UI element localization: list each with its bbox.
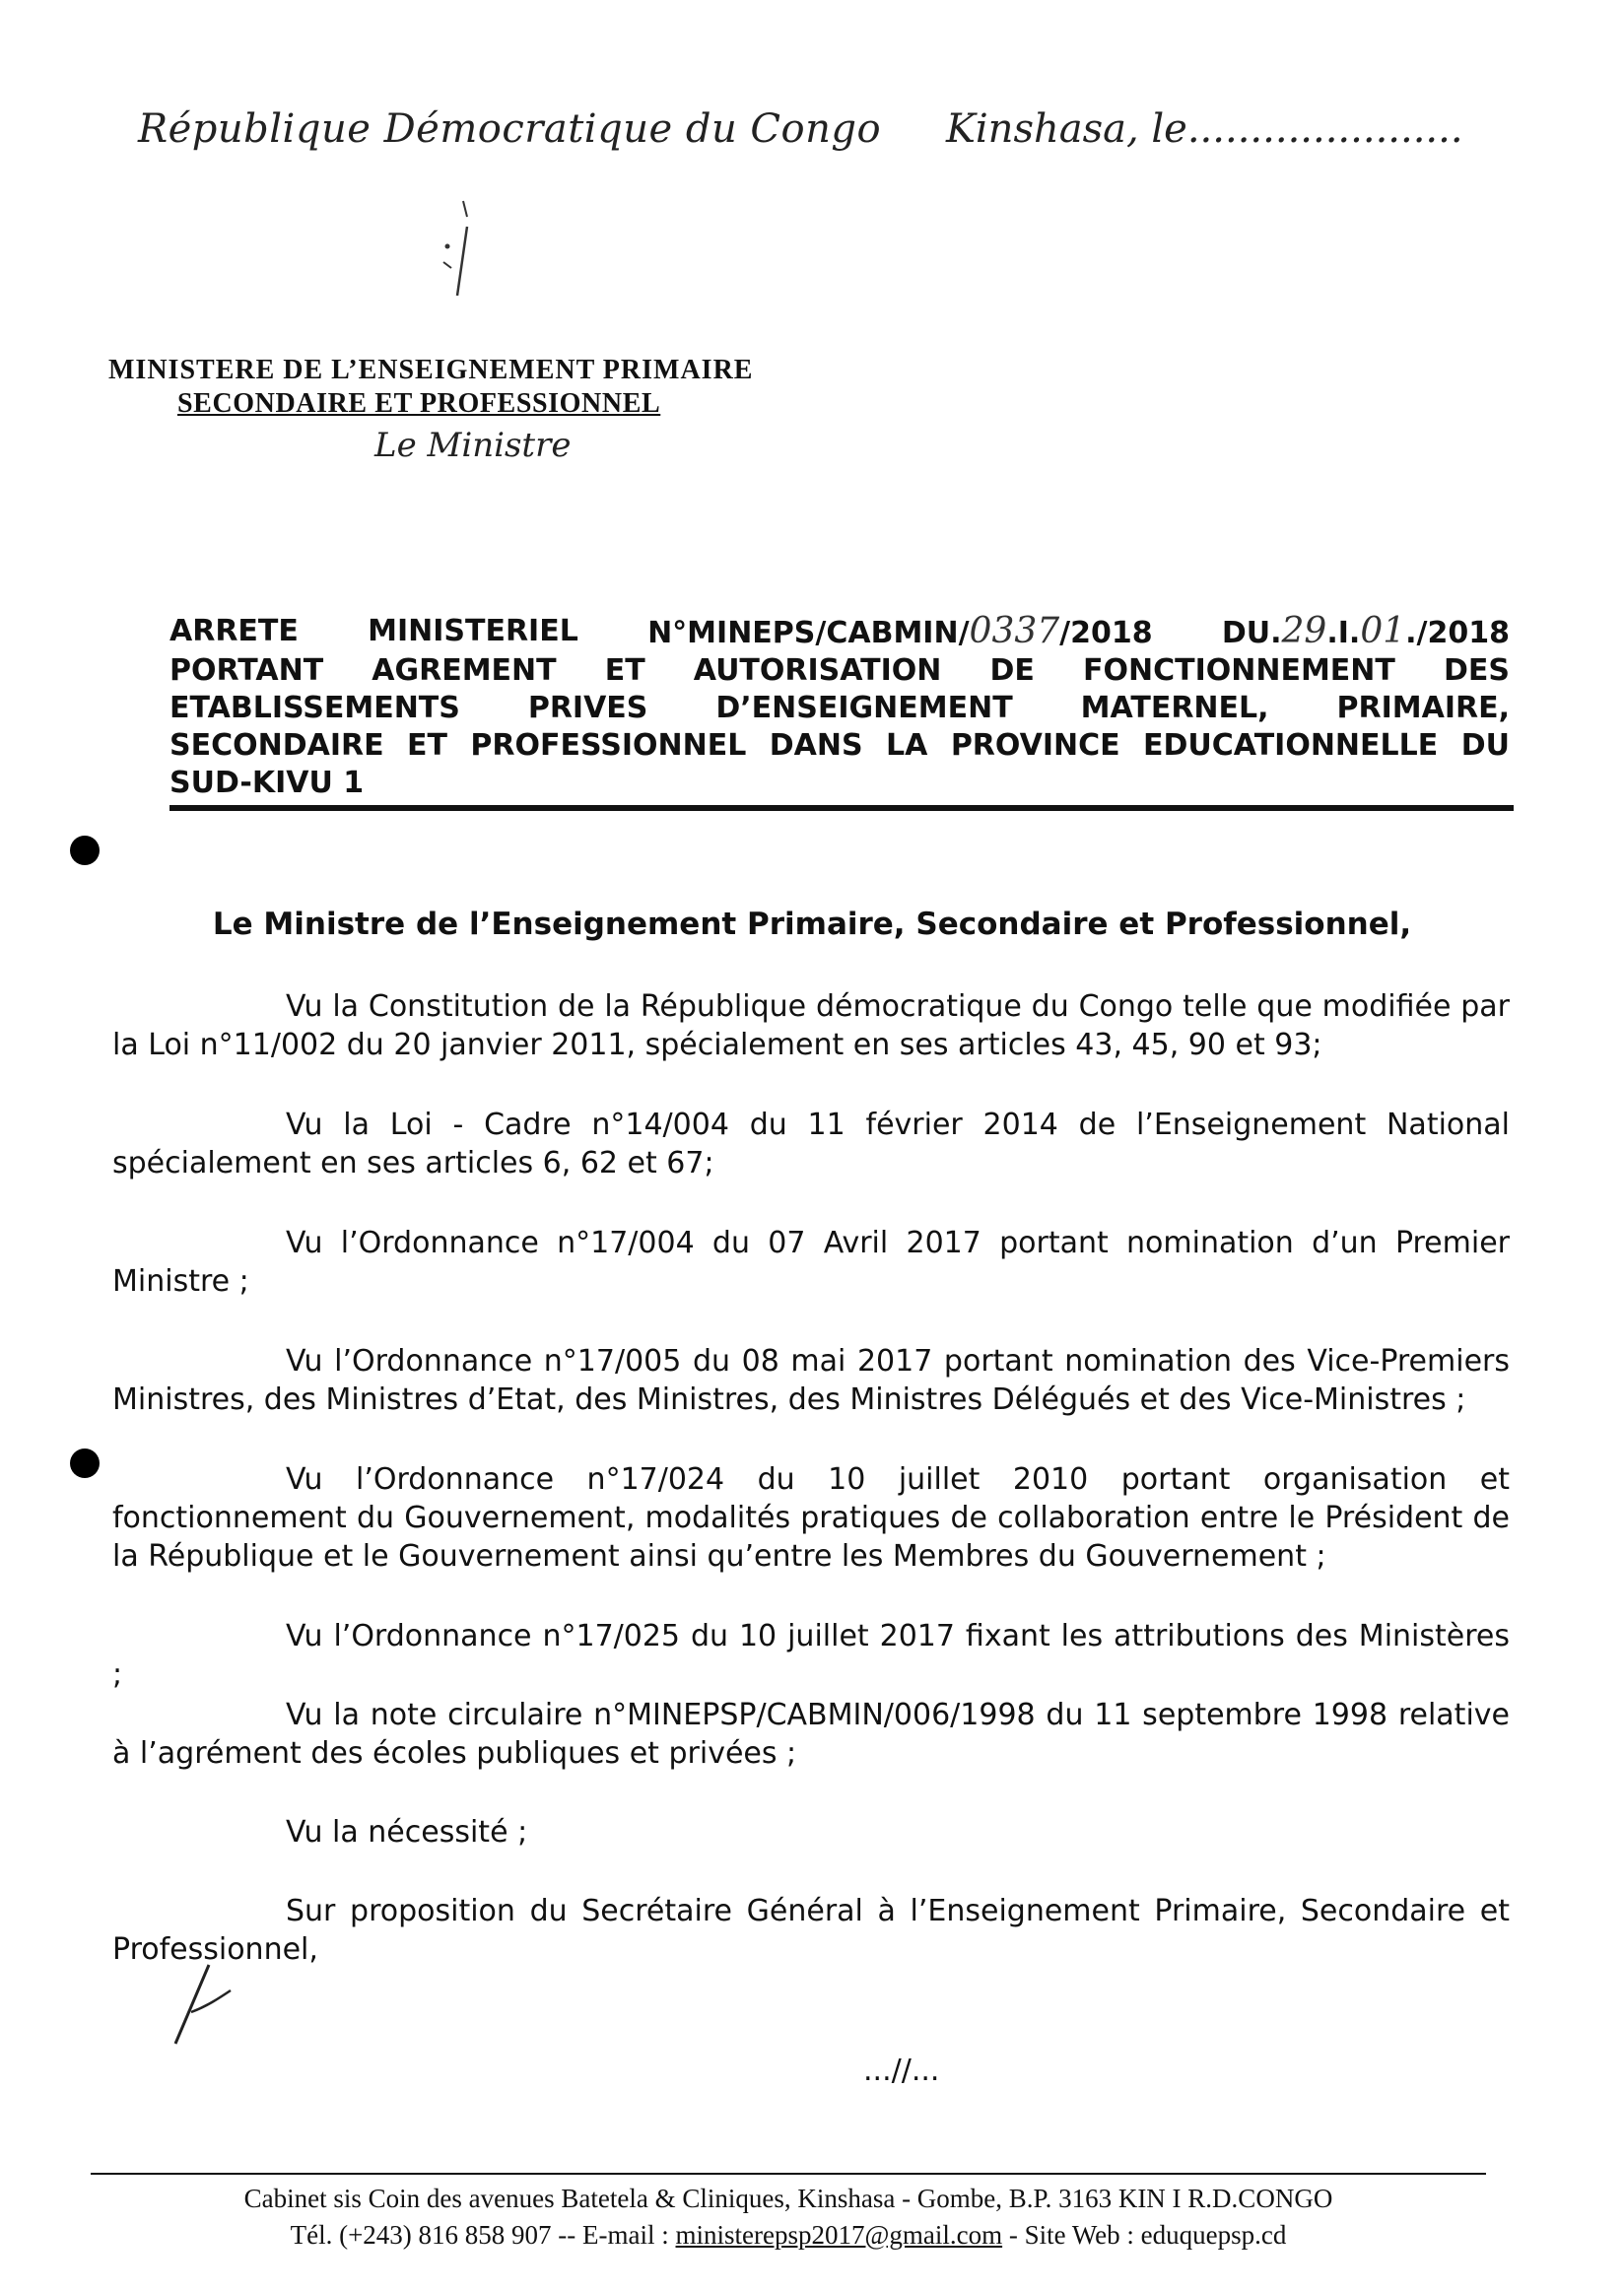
handwritten-day: 29	[1281, 611, 1327, 651]
footer-email: ministerepsp2017@gmail.com	[675, 2220, 1003, 2250]
title-word: ET	[604, 653, 645, 688]
recital-paragraph: Vu l’Ordonnance n°17/004 du 07 Avril 2017 portant nomination d’un Premier Ministre ;	[112, 1226, 1510, 1299]
title-word: FONCTIONNEMENT	[1083, 653, 1395, 688]
handwritten-month: 01	[1360, 611, 1406, 651]
punch-hole-mark	[70, 1449, 100, 1478]
signatory-title: Le Ministre	[374, 426, 572, 465]
handwritten-number: 0337	[969, 611, 1060, 651]
title-row-4	[169, 727, 1510, 765]
title-row-3	[169, 690, 1510, 727]
title-word: PRIMAIRE,	[1336, 691, 1510, 725]
title-word: D’ENSEIGNEMENT	[715, 691, 1013, 725]
handwritten-initial-mark	[168, 1961, 246, 2050]
title-word: EDUCATIONNELLE	[1143, 728, 1439, 763]
title-row-1	[169, 613, 1510, 652]
title-word: DU	[1460, 728, 1510, 763]
recital-paragraph: Vu l’Ordonnance n°17/005 du 08 mai 2017 portant nomination des Vice-Premiers Ministres, des Ministres d’Etat, des Ministres, des Ministres Délégués et des Vice-Ministres ;	[112, 1344, 1510, 1417]
title-word: MINISTERIEL	[368, 614, 578, 648]
title-word: ET	[407, 728, 447, 763]
title-word: LA	[886, 728, 928, 763]
footer-rule	[91, 2173, 1486, 2175]
recital-paragraph: Sur proposition du Secrétaire Général à l’Enseignement Primaire, Secondaire et Professionnel,	[112, 1894, 1510, 1967]
handwritten-tick-mark	[434, 197, 493, 305]
recital-paragraph: Vu la Constitution de la République démocratique du Congo telle que modifiée par la Loi n°11/002 du 20 janvier 2011, spécialement en ses articles 43, 45, 90 et 93;	[112, 989, 1510, 1062]
decree-reference: N°MINEPS/CABMIN/0337/2018	[647, 611, 1153, 651]
page-continuation-mark: ...//...	[863, 2054, 940, 2088]
recital-paragraph: Vu la Loi - Cadre n°14/004 du 11 février 2014 de l’Enseignement National spécialement en ses articles 6, 62 et 67;	[112, 1108, 1510, 1180]
recital-paragraph: Vu la nécessité ;	[286, 1815, 528, 1850]
title-word: PROVINCE	[950, 728, 1120, 763]
footer-contact-line: Tél. (+243) 816 858 907 -- E-mail : ministerepsp2017@gmail.com - Site Web : eduquepsp.cd	[290, 2220, 1287, 2250]
title-word: ETABLISSEMENTS	[169, 691, 460, 725]
title-row-2	[169, 652, 1510, 690]
title-word: AUTORISATION	[693, 653, 942, 688]
body-heading: Le Ministre de l’Enseignement Primaire, Secondaire et Professionnel,	[212, 907, 1412, 942]
footer-address	[91, 2181, 1486, 2254]
place-date-line: Kinshasa, le......................	[946, 106, 1463, 152]
title-word: PORTANT	[169, 653, 324, 688]
decree-date: DU.29.I.01./2018	[1221, 611, 1510, 651]
title-word: PROFESSIONNEL	[470, 728, 747, 763]
footer-address-line: Cabinet sis Coin des avenues Batetela & Cliniques, Kinshasa - Gombe, B.P. 3163 KIN I R.D.CONGO	[243, 2184, 1333, 2213]
title-word: PRIVES	[527, 691, 648, 725]
republic-heading: République Démocratique du Congo	[138, 106, 882, 152]
title-word: AGREMENT	[372, 653, 557, 688]
ministry-name-line1: MINISTERE DE L’ENSEIGNEMENT PRIMAIRE	[108, 355, 754, 385]
recital-paragraph: Vu l’Ordonnance n°17/025 du 10 juillet 2017 fixant les attributions des Ministères ;	[112, 1619, 1510, 1692]
title-word: DANS	[769, 728, 863, 763]
recital-paragraph: Vu l’Ordonnance n°17/024 du 10 juillet 2010 portant organisation et fonctionnement du Gouvernement, modalités pratiques de collaboration entre le Président de la République et le Gouvernement ainsi qu’entre les Membres du Gouvernement ;	[112, 1462, 1510, 1574]
recital-paragraph: Vu la note circulaire n°MINEPSP/CABMIN/006/1998 du 11 septembre 1998 relative à l’agrément des écoles publiques et privées ;	[112, 1698, 1510, 1771]
title-underline-rule	[169, 805, 1514, 811]
title-word: DES	[1443, 653, 1510, 688]
title-word: MATERNEL,	[1080, 691, 1269, 725]
ministry-block	[108, 355, 877, 465]
decree-title	[169, 613, 1510, 802]
title-row-5: SUD-KIVU 1	[169, 766, 365, 800]
punch-hole-mark	[70, 836, 100, 865]
ministry-name-line2: SECONDAIRE ET PROFESSIONNEL	[177, 388, 661, 419]
title-word: ARRETE	[169, 614, 299, 648]
title-word: SECONDAIRE	[169, 728, 384, 763]
title-word: DE	[989, 653, 1035, 688]
